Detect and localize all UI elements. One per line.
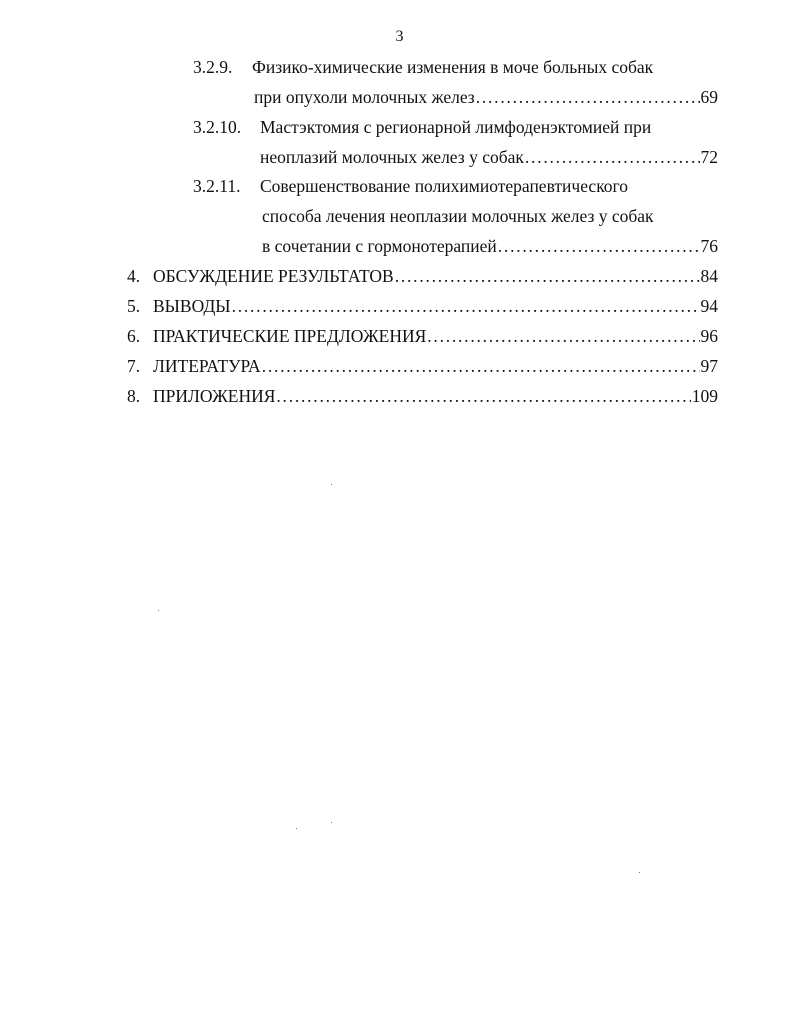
dot-leader — [262, 354, 700, 378]
dot-leader — [276, 384, 690, 408]
toc-number: 3.2.9. — [193, 57, 233, 77]
scan-speck — [639, 872, 640, 873]
scan-speck — [331, 822, 332, 823]
toc-text: ПРИЛОЖЕНИЯ — [153, 386, 276, 406]
dot-leader — [498, 234, 700, 258]
toc-entry[interactable] — [153, 294, 718, 318]
toc-text: ВЫВОДЫ — [153, 296, 231, 316]
dot-leader — [395, 264, 700, 288]
toc-entry[interactable] — [153, 384, 718, 408]
toc-number: 6. — [127, 326, 141, 346]
scan-speck — [158, 610, 159, 611]
dot-leader — [232, 294, 700, 318]
toc-entry-title — [262, 204, 654, 228]
toc-entry[interactable] — [153, 324, 718, 348]
toc-entry[interactable] — [254, 85, 718, 109]
toc-entry-title — [260, 174, 628, 198]
toc-entry-title — [260, 115, 651, 139]
toc-text: ЛИТЕРАТУРА — [153, 356, 261, 376]
toc-number: 3.2.10. — [193, 117, 242, 137]
toc-page: 76 — [700, 236, 718, 256]
toc-page: 94 — [700, 296, 718, 316]
toc-number: 4. — [127, 266, 141, 286]
toc-text: ПРАКТИЧЕСКИЕ ПРЕДЛОЖЕНИЯ — [153, 326, 427, 346]
toc-number: 3.2.11. — [193, 176, 241, 196]
toc-text: в сочетании с гормонотерапией — [262, 236, 497, 256]
toc-number: 8. — [127, 386, 141, 406]
scan-speck — [331, 484, 332, 485]
dot-leader — [427, 324, 699, 348]
toc-page: 84 — [700, 266, 718, 286]
toc-page: 96 — [700, 326, 718, 346]
toc-entry[interactable] — [153, 354, 718, 378]
toc-number: 7. — [127, 356, 141, 376]
toc-page: 97 — [700, 356, 718, 376]
toc-entry-title — [252, 55, 653, 79]
toc-text: неоплазий молочных желез у собак — [260, 147, 524, 167]
dot-leader — [525, 145, 700, 169]
toc-text: при опухоли молочных желез — [254, 87, 475, 107]
toc-text: способа лечения неоплазии молочных желез у собак — [262, 206, 654, 226]
toc-text: Мастэктомия с регионарной лимфоденэктомией при — [260, 117, 652, 137]
toc-text: ОБСУЖДЕНИЕ РЕЗУЛЬТАТОВ — [153, 266, 394, 286]
toc-entry[interactable] — [262, 234, 718, 258]
page-number: 3 — [395, 28, 404, 45]
scan-speck — [296, 828, 297, 829]
toc-page: 72 — [700, 147, 718, 167]
toc-page: 109 — [691, 386, 718, 406]
toc-number: 5. — [127, 296, 141, 316]
toc-entry[interactable] — [153, 264, 718, 288]
toc-text: Физико-химические изменения в моче больных собак — [252, 57, 654, 77]
toc-page: 69 — [700, 87, 718, 107]
toc-text: Совершенствование полихимиотерапевтического — [260, 176, 629, 196]
dot-leader — [476, 85, 700, 109]
toc-entry[interactable] — [260, 145, 718, 169]
